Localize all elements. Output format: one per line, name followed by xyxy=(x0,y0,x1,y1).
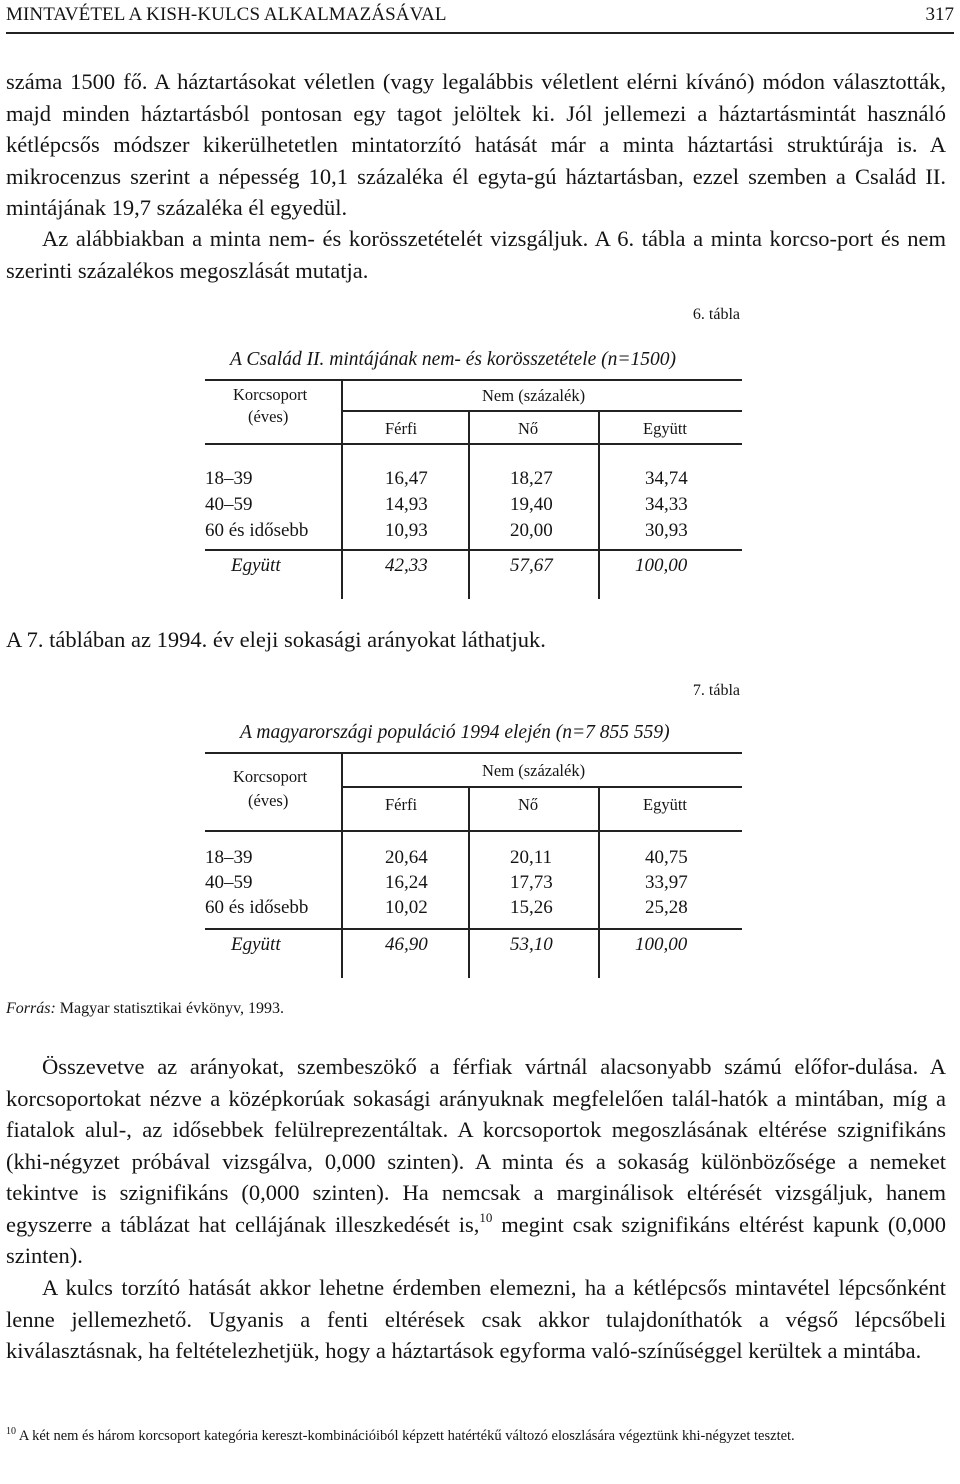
col-ferfi-header: Férfi xyxy=(385,419,418,438)
table-rule xyxy=(205,830,742,832)
col-korcsoport-unit: (éves) xyxy=(248,791,289,810)
cell-ferfi: 20,64 xyxy=(385,847,428,868)
cell-ferfi: 10,02 xyxy=(385,897,428,918)
cell-egyutt: 33,97 xyxy=(645,872,688,893)
footnote xyxy=(6,1425,944,1447)
col-no-header: Nő xyxy=(518,795,539,814)
running-header xyxy=(6,2,954,34)
table-rule xyxy=(205,752,742,754)
table-rule xyxy=(205,928,742,930)
cell-no: 15,26 xyxy=(510,897,553,918)
cell-no: 20,00 xyxy=(510,520,553,541)
table-vline xyxy=(468,786,470,978)
cell-no: 17,73 xyxy=(510,872,553,893)
cell-ferfi: 10,93 xyxy=(385,520,428,541)
table-rule xyxy=(205,379,742,381)
col-nem-header: Nem (százalék) xyxy=(482,386,586,405)
row-label: 40–59 xyxy=(205,872,253,893)
total-label: Együtt xyxy=(231,555,281,576)
page-number: 317 xyxy=(925,4,954,25)
table-vline xyxy=(341,752,343,978)
cell-ferfi: 16,47 xyxy=(385,468,428,489)
table-rule xyxy=(342,786,742,788)
footnote-text: A két nem és három korcsoport kategória kereszt-kombinációiból képzett hatértékű változó eloszlására végeztünk khi-négyzet tesztet. xyxy=(16,1428,795,1444)
table-7-label: 7. tábla xyxy=(692,682,740,699)
table-rule xyxy=(205,549,742,551)
table-vline xyxy=(598,410,600,599)
col-nem-header: Nem (százalék) xyxy=(482,761,586,780)
row-label: 60 és idősebb xyxy=(205,897,309,918)
col-no-header: Nő xyxy=(518,419,539,438)
cell-egyutt: 34,74 xyxy=(645,468,688,489)
col-ferfi-header: Férfi xyxy=(385,795,418,814)
table-6-caption: A Család II. mintájának nem- és korösszetétele (n=1500) xyxy=(230,349,677,370)
table-rule xyxy=(205,443,742,445)
table-7 xyxy=(205,748,742,978)
table-source xyxy=(6,1000,284,1018)
paragraph-4 xyxy=(6,1051,946,1272)
total-ferfi: 46,90 xyxy=(385,934,428,955)
table-vline xyxy=(341,379,343,599)
row-label: 18–39 xyxy=(205,847,253,868)
source-text: Magyar statisztikai évkönyv, 1993. xyxy=(59,1000,285,1017)
total-ferfi: 42,33 xyxy=(385,555,428,576)
col-egyutt-header: Együtt xyxy=(643,419,687,438)
cell-no: 18,27 xyxy=(510,468,553,489)
footnote-reference[interactable]: 10 xyxy=(479,1209,493,1225)
col-korcsoport-unit: (éves) xyxy=(248,407,289,426)
cell-egyutt: 40,75 xyxy=(645,847,688,868)
cell-no: 19,40 xyxy=(510,494,553,515)
table-7-caption: A magyarországi populáció 1994 elején (n=7 855 559) xyxy=(240,722,670,743)
table-vline xyxy=(598,786,600,978)
table-rule xyxy=(342,410,742,412)
running-title: MINTAVÉTEL A KISH-KULCS ALKALMAZÁSÁVAL xyxy=(6,4,447,25)
source-label: Forrás: xyxy=(6,1000,56,1017)
row-label: 18–39 xyxy=(205,468,253,489)
cell-egyutt: 25,28 xyxy=(645,897,688,918)
paragraph-4-text-end: megint csak szignifikáns eltérést kapunk (0,000 szinten). xyxy=(6,1211,946,1268)
table-6-label: 6. tábla xyxy=(692,306,740,323)
total-no: 53,10 xyxy=(510,934,553,955)
total-egyutt: 100,00 xyxy=(635,555,688,576)
paragraph-3: A 7. táblában az 1994. év eleji sokasági arányokat láthatjuk. xyxy=(6,627,546,652)
col-korcsoport-header: Korcsoport xyxy=(233,767,308,786)
cell-ferfi: 14,93 xyxy=(385,494,428,515)
paragraph-4-text: Összevetve az arányokat, szembeszökő a férfiak vártnál alacsonyabb számú előfor-dulása. A korcsoportokat nézve a középkorúak sokasági arányuknak megfelelően talál-hatók a mintában, míg a fiatalok alul-, az idősebbek felülreprezentáltak. A korcsoportok megoszlásának eltérése szignifikáns (khi-négyzet próbával vizsgálva, 0,000 szinten). A minta és a sokaság különbözősége a nemeket tekintve is szignifikáns (0,000 szinten). Ha nemcsak a marginálisok eltérését vizsgáljuk, hanem egyszerre a táblázat hat cellájának illeszkedését is, xyxy=(6,1054,946,1237)
col-korcsoport-header: Korcsoport xyxy=(233,385,308,404)
footnote-number: 10 xyxy=(6,1426,16,1437)
table-6 xyxy=(205,375,742,600)
row-label: 40–59 xyxy=(205,494,253,515)
total-no: 57,67 xyxy=(510,555,553,576)
cell-egyutt: 30,93 xyxy=(645,520,688,541)
total-label: Együtt xyxy=(231,934,281,955)
col-egyutt-header: Együtt xyxy=(643,795,687,814)
row-label: 60 és idősebb xyxy=(205,520,309,541)
paragraph-1: száma 1500 fő. A háztartásokat véletlen (vagy legalábbis véletlent elérni kívánó) módon választották, majd minden háztartásból pontosan egy tagot jelöltek ki. Jól jellemezi a háztartásmintát használó kétlépcsős módszer kikerülhetetlen mintatorzító hatását már a minta háztartási struktúrája is. A mikrocenzus szerint a népesség 10,1 százaléka él egyta-gú háztartásban, ezzel szemben a Család II. mintájának 19,7 százaléka él egyedül. xyxy=(6,69,946,220)
cell-ferfi: 16,24 xyxy=(385,872,428,893)
paragraph-5: A kulcs torzító hatását akkor lehetne érdemben elemezni, ha a kétlépcsős mintavétel lépcsőnként lenne jellemezhető. Ugyanis a fenti eltérések csak akkor tulajdoníthatók a végső lépcsőbeli kiválasztásnak, ha feltételezhetjük, hogy a háztartások egyforma való-színűséggel kerültek a mintába. xyxy=(6,1275,946,1363)
cell-no: 20,11 xyxy=(510,847,553,868)
paragraph-2: Az alábbiakban a minta nem- és korösszetételét vizsgáljuk. A 6. tábla a minta korcso-port és nem szerinti százalékos megoszlását mutatja. xyxy=(6,226,946,283)
total-egyutt: 100,00 xyxy=(635,934,688,955)
table-vline xyxy=(468,410,470,599)
cell-egyutt: 34,33 xyxy=(645,494,688,515)
